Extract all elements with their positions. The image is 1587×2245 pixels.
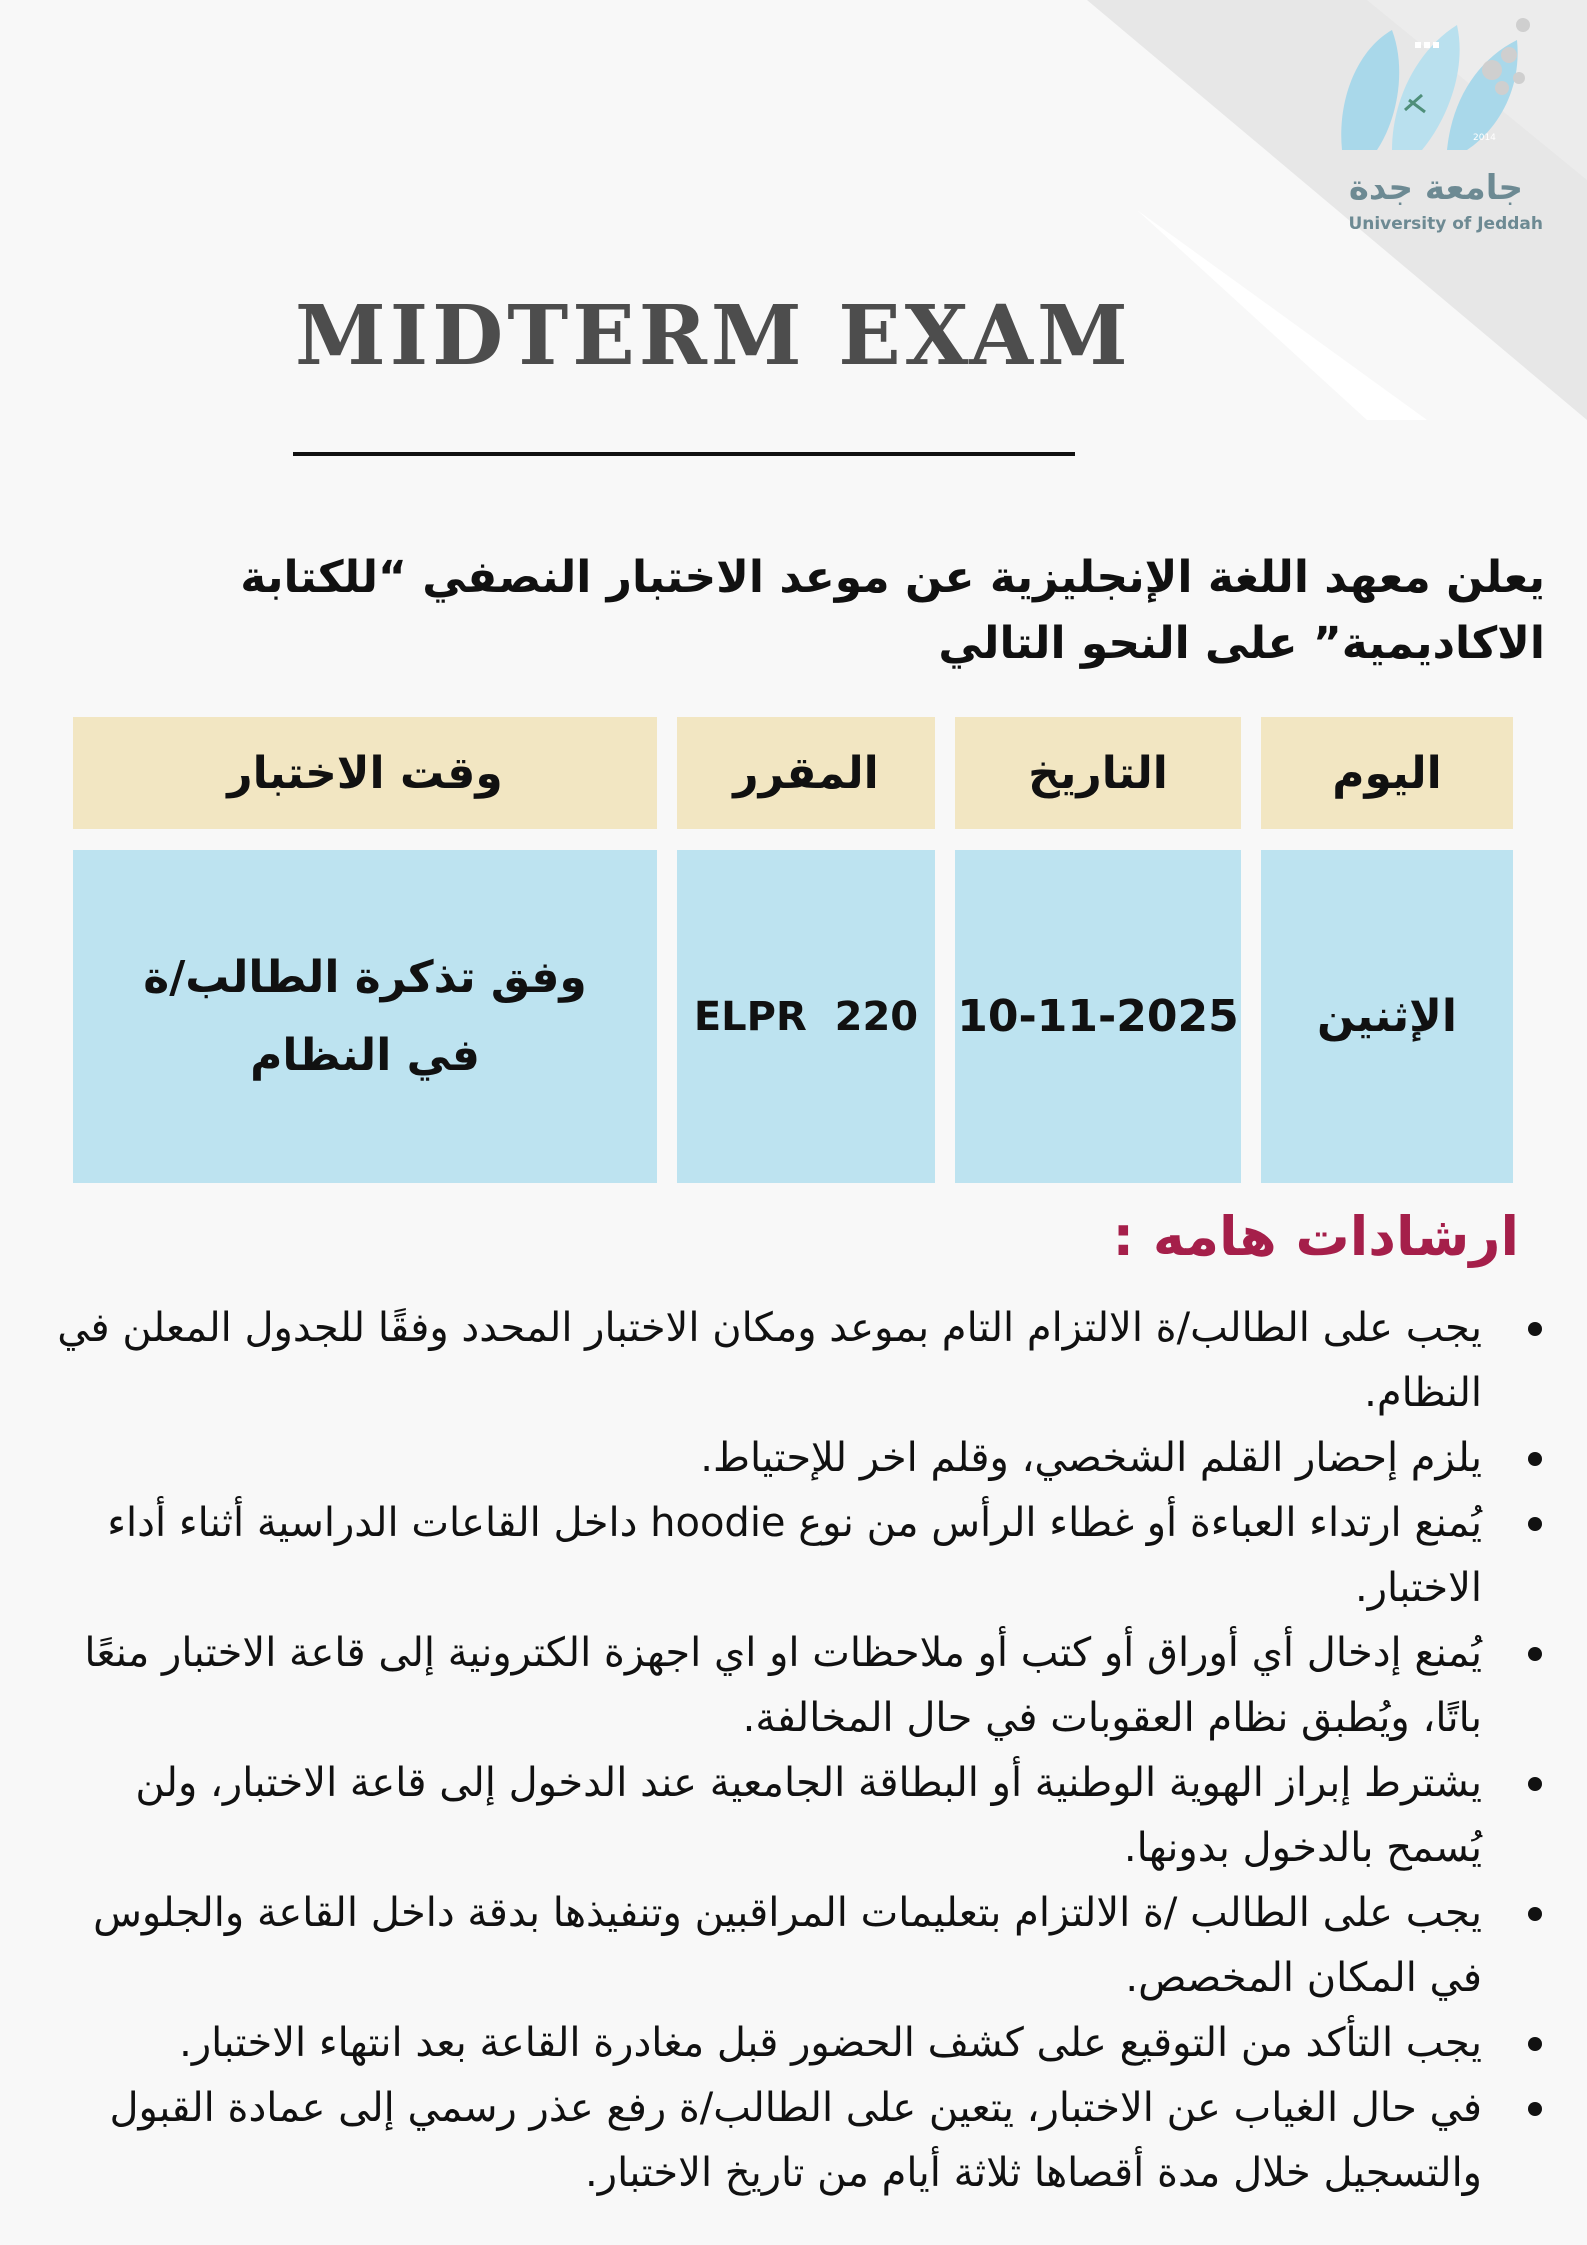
list-item-text: يجب على الطالب /ة الالتزام بتعليمات المراقبين وتنفيذها بدقة داخل القاعة والجلوس في المكان المخصص.	[93, 1890, 1482, 2001]
list-item-text: يُمنع ارتداء العباءة أو غطاء الرأس من نوع hoodie داخل القاعات الدراسية أثناء أداء الاختبار.	[107, 1500, 1482, 1611]
cell-exam-time	[73, 850, 657, 1183]
bullet-icon	[1528, 1322, 1542, 1336]
cell-date-text: 10-11-2025	[957, 991, 1239, 1042]
header-date: التاريخ	[955, 717, 1241, 829]
list-item	[52, 1751, 1520, 1881]
list-item	[52, 1881, 1520, 2011]
list-item-text: يجب على الطالب/ة الالتزام التام بموعد ومكان الاختبار المحدد وفقًا للجدول المعلن في النظام.	[57, 1305, 1482, 1416]
cell-course-text: ELPR 220	[693, 993, 919, 1040]
bullet-icon	[1528, 1907, 1542, 1921]
bullet-icon	[1528, 1452, 1542, 1466]
list-item-text: يجب التأكد من التوقيع على كشف الحضور قبل مغادرة القاعة بعد انتهاء الاختبار.	[179, 2020, 1482, 2066]
list-item-text: يشترط إبراز الهوية الوطنية أو البطاقة الجامعية عند الدخول إلى قاعة الاختبار، ولن يُسمح بالدخول بدونها.	[135, 1760, 1482, 1871]
bullet-icon	[1528, 1777, 1542, 1791]
logo-year: 2014	[1473, 133, 1496, 143]
header-exam-time: وقت الاختبار	[73, 717, 657, 829]
list-item	[52, 1426, 1520, 1491]
announcement-text: يعلن معهد اللغة الإنجليزية عن موعد الاختبار النصفي “للكتابة الاكاديمية” على النحو التالي	[240, 552, 1545, 669]
logo-english-name: University of Jeddah	[1348, 214, 1543, 234]
cell-day-text: الإثنين	[1317, 990, 1457, 1042]
page-title: MIDTERM EXAM	[295, 288, 1132, 384]
header-day: اليوم	[1261, 717, 1513, 829]
list-item-text: يُمنع إدخال أي أوراق أو كتب أو ملاحظات او اي اجهزة الكترونية إلى قاعة الاختبار منعًا باتًا، ويُطبق نظام العقوبات في حال المخالفة.	[84, 1630, 1482, 1741]
instructions-list	[52, 1296, 1520, 2206]
list-item-text: في حال الغياب عن الاختبار، يتعين على الطالب/ة رفع عذر رسمي إلى عمادة القبول والتسجيل خلال مدة أقصاها ثلاثة أيام من تاريخ الاختبار.	[109, 2085, 1482, 2196]
list-item-text: يلزم إحضار القلم الشخصي، وقلم اخر للإحتياط.	[700, 1435, 1482, 1481]
bullet-icon	[1528, 1647, 1542, 1661]
cell-day	[1261, 850, 1513, 1183]
list-item	[52, 1296, 1520, 1426]
bullet-icon	[1528, 1517, 1542, 1531]
instructions-title: ارشادات هامه :	[1112, 1205, 1519, 1268]
logo-arabic-name: جامعة جدة	[1348, 168, 1523, 208]
list-item	[52, 2011, 1520, 2076]
bullet-icon	[1528, 2037, 1542, 2051]
cell-exam-time-text: وفق تذكرة الطالب/ة في النظام	[143, 951, 587, 1081]
header-course: المقرر	[677, 717, 935, 829]
list-item	[52, 2076, 1520, 2206]
cell-course	[677, 850, 935, 1183]
bullet-icon	[1528, 2102, 1542, 2116]
list-item	[52, 1621, 1520, 1751]
list-item	[52, 1491, 1520, 1621]
title-divider	[293, 452, 1075, 456]
cell-date	[955, 850, 1241, 1183]
